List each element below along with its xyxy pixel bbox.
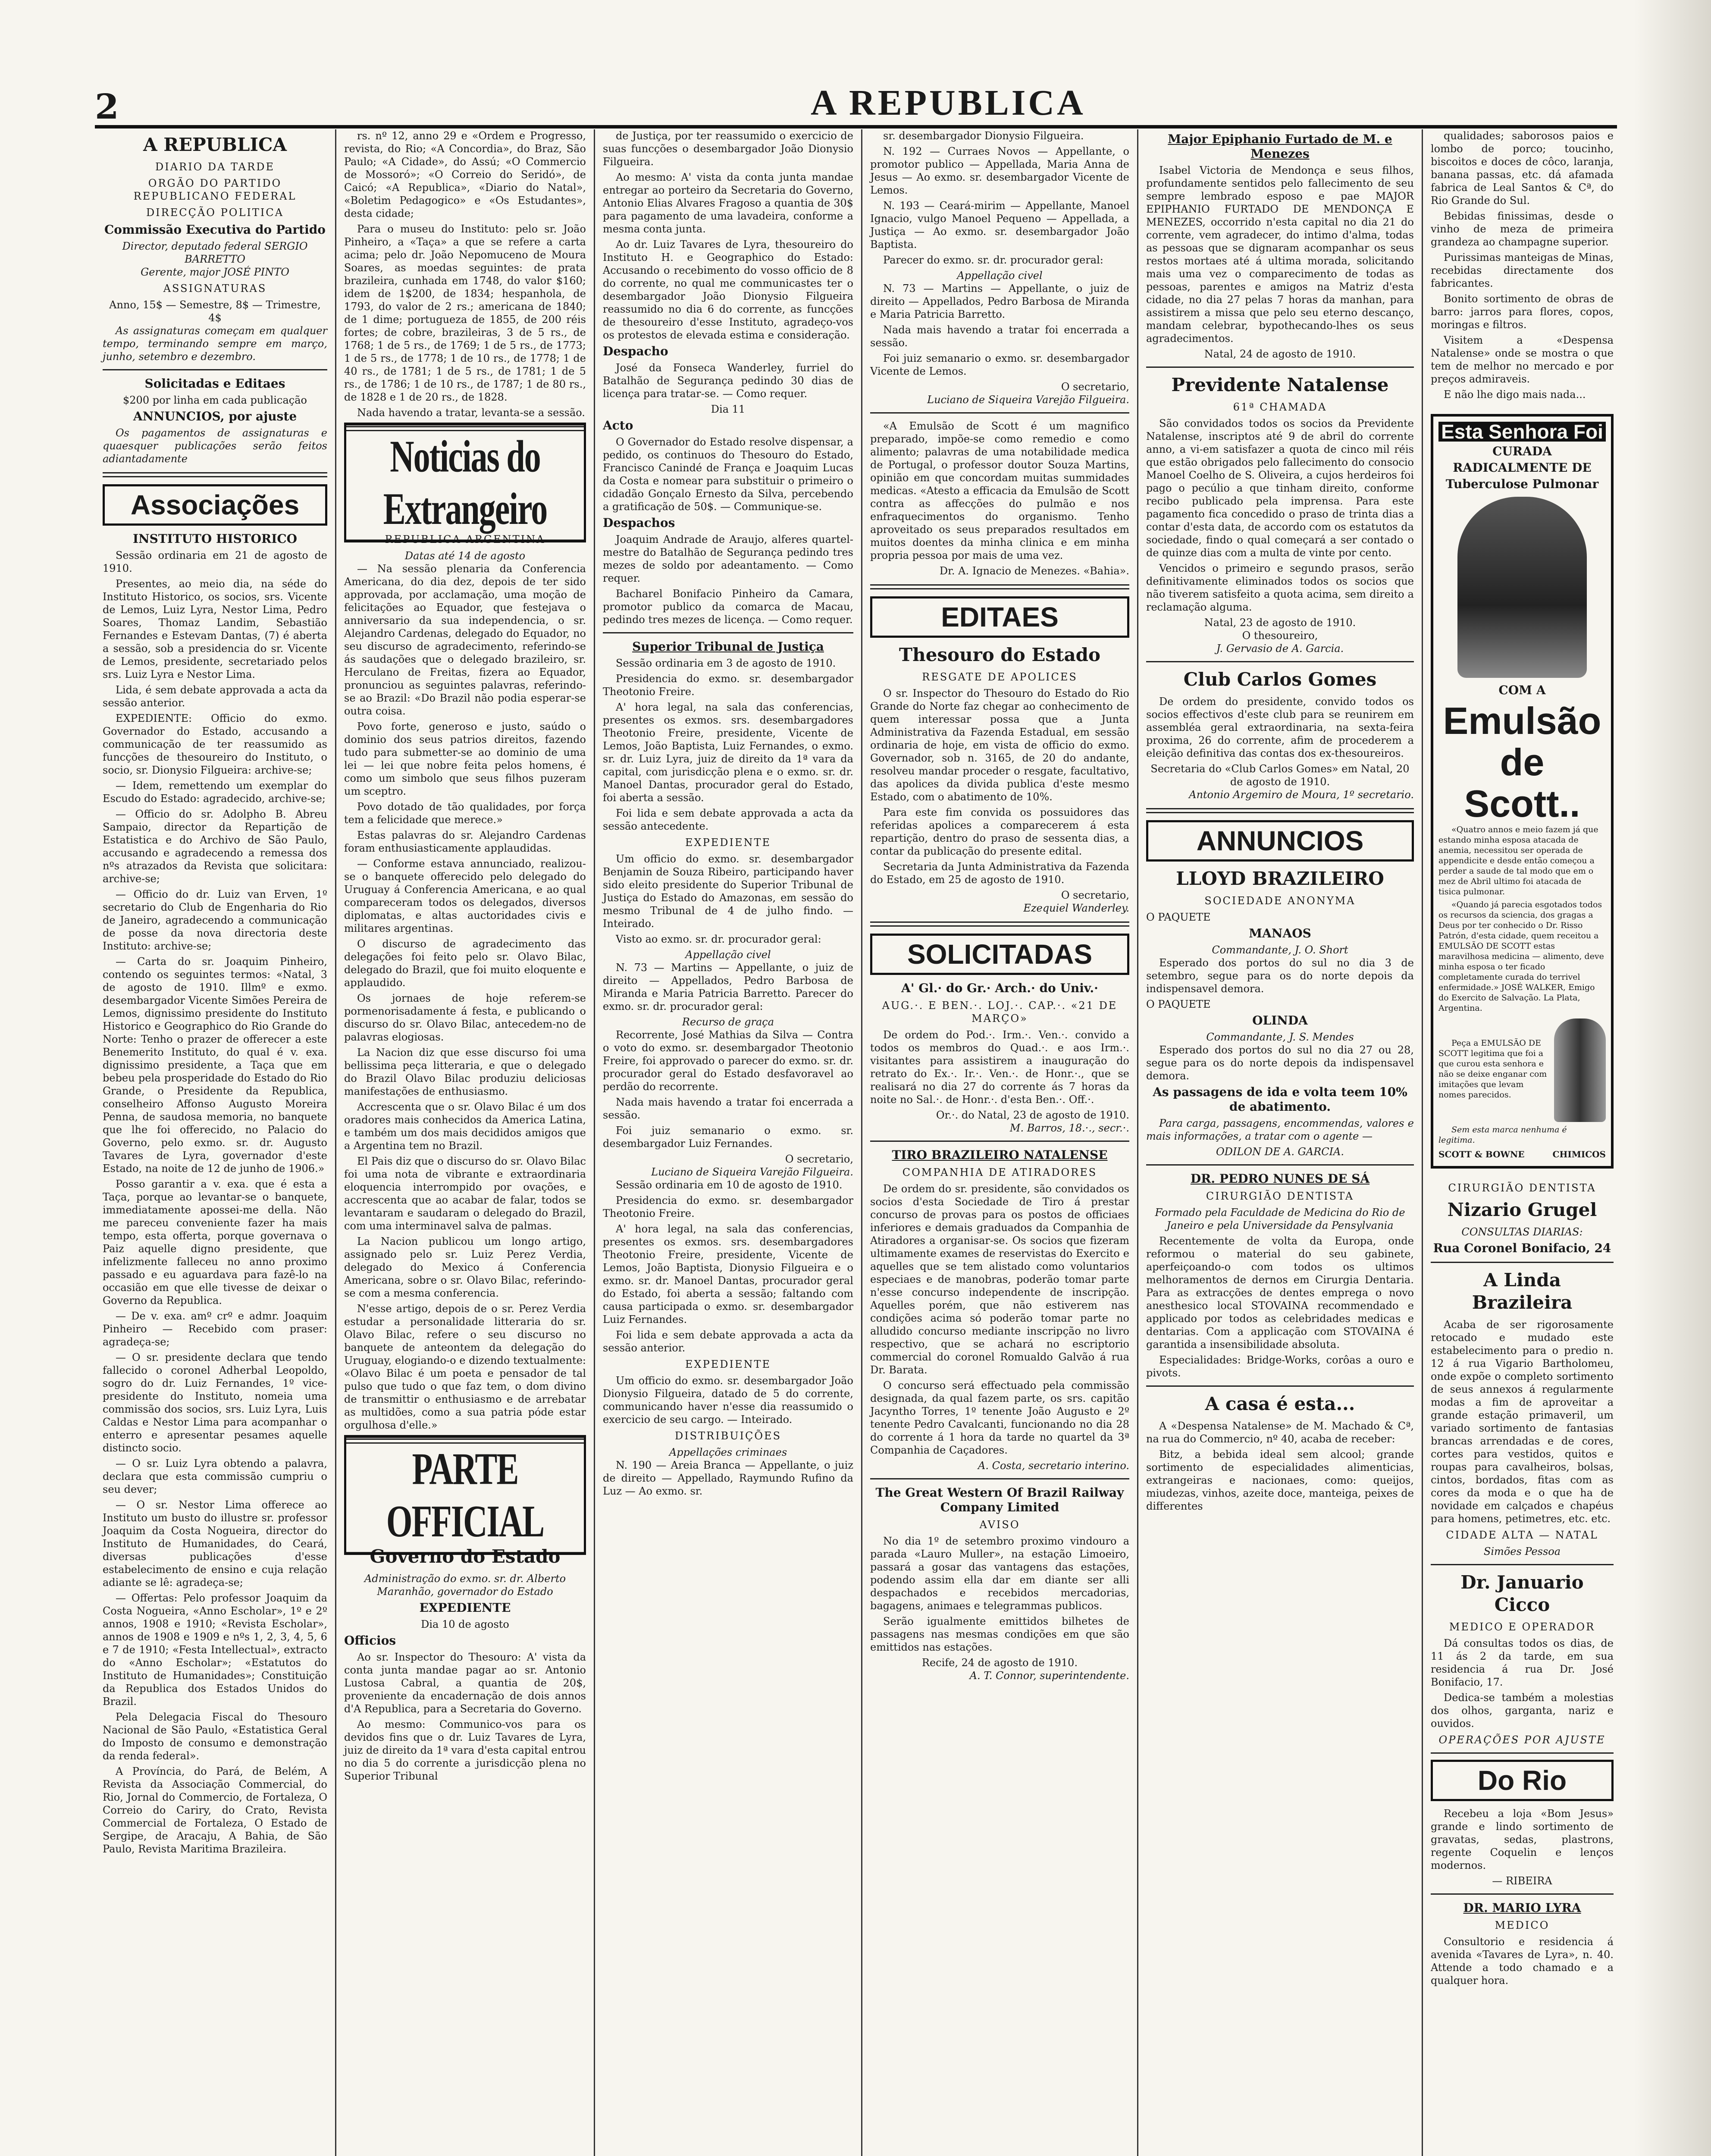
- appellacao-text: N. 73 — Martins — Appellante, o juiz de direito — Appellados, Pedro Barbosa de Miranda e Maria Patricia Barretto.: [870, 282, 1129, 320]
- acto-text: O Governador do Estado resolve dispensar, a pedido, os continuos do Thesouro do Estado, Francisco Canindé de França e Joaquim Lucas da Costa e nomear para substituir o primeiro o cidadão Gonçalo Ernesto da Silva, percebendo a gratificação de 50$. — Communique-se.: [603, 436, 853, 513]
- paquete-2-label: O PAQUETE: [1146, 998, 1211, 1010]
- paper-organ: ORGÃO DO PARTIDO REPUBLICANO FEDERAL: [133, 177, 297, 202]
- paper-name: A REPUBLICA: [143, 134, 287, 155]
- annuncios-note: Os pagamentos de assignaturas e quaesquer publicações serão feitos adiantadamente: [103, 427, 327, 465]
- paragraph: — Na sessão plenaria da Conferencia Americana, do dia dez, depois de ter sido approvada, por acclamação, uma moção de felicitações ao Equador, que festejava o anniversario da sua independencia, o sr. Alejandro Cardenas, delegado do Equador, no seu discurso de agradecimento, referindo-se ás saudações que o delegado brazileiro, sr. Herculano de Freitas, fizera ao Equador, pronunciou as seguintes palavras, referindo-se ao Brazil: «Do Brazil não podia esperar-se outra coisa.: [344, 563, 586, 717]
- rua-bonifacio: Rua Coronel Bonifacio, 24: [1433, 1241, 1611, 1255]
- appellacao-text-2: Nada mais havendo a tratar foi encerrada a sessão.: [870, 324, 1129, 349]
- obituary-heading: Major Epiphanio Furtado de M. e Menezes: [1168, 132, 1392, 161]
- expediente-heading: EXPEDIENTE: [419, 1601, 511, 1615]
- paragraph: — Officio do sr. Adolpho B. Abreu Sampaio, director da Repartição de Estatistica e do Archivo de São Paulo, accusando e agradecendo a remessa dos nºs atrazados da Revista que solicitara: archive-se;: [103, 808, 327, 885]
- do-rio-heading: Do Rio: [1431, 1760, 1614, 1801]
- paquete-2-text: Esperado dos portos do sul no dia 27 ou 28, segue para os do norte depois da indispensavel demora.: [1146, 1044, 1414, 1082]
- masthead: [95, 83, 1617, 128]
- distribuicoes-text: N. 190 — Areia Branca — Appellante, o juiz de direito — Appellado, Raymundo Rufino da Luz — Ao exmo. sr.: [603, 1459, 853, 1497]
- solicitadas-sub: A' Gl.· do Gr.· Arch.· do Univ.·: [901, 981, 1098, 995]
- paragraph: Ao mesmo: A' vista da conta junta mandae entregar ao porteiro da Secretaria do Governo, Antonio Elias Alvares Fragoso a quantia de 30$ para pagamento de uma lavadeira, conforme a mesma conta junta.: [603, 171, 853, 235]
- ad-footer-right: CHIMICOS: [1552, 1149, 1606, 1159]
- ad-scott: de Scott..: [1464, 741, 1580, 825]
- despacho-text: José da Fonseca Wanderley, furriel do Batalhão de Segurança pedindo 30 dias de licença para tratar-se. — Como requer.: [603, 362, 853, 400]
- recurso-heading: Recurso de graça: [682, 1016, 774, 1028]
- paquete-1-text: Esperado dos portos do sul no dia 3 de setembro, segue para os do norte depois da indispensavel demora.: [1146, 957, 1414, 995]
- column-4: [862, 129, 1138, 2156]
- despensa-text-6: E não lhe digo mais nada...: [1444, 389, 1586, 401]
- paragraph: Accrescenta que o sr. Olavo Bilac é um dos oradores mais conhecidos da America Latina, e também um dos mais decididos amigos que a Argentina tem no Brazil.: [344, 1101, 586, 1152]
- distribuicoes-heading: DISTRIBUIÇÕES: [674, 1430, 782, 1442]
- despachos-heading: Despachos: [603, 516, 675, 530]
- divider: [1431, 1564, 1614, 1565]
- divider: [1431, 1893, 1614, 1895]
- januario-sub: MEDICO E OPERADOR: [1449, 1621, 1595, 1633]
- recurso-text: Recorrente, José Mathias da Silva — Contra o voto do exmo. sr. desembargador Theotonio Freire, foi approvado o parecer do exmo. sr. dr. procurador geral do Estado desfavoravel ao perdão do recorrente.: [603, 1029, 853, 1093]
- paragraph: de Justiça, por ter reassumido o exercicio de suas funcções o desembargador João Dionysio Filgueira.: [603, 130, 853, 168]
- ad-bottom-row: [1438, 1016, 1606, 1125]
- aviso-heading: AVISO: [979, 1519, 1020, 1531]
- paragraph: Pela Delegacia Fiscal do Thesouro Nacional de São Paulo, «Estatistica Geral do Imposto de consumo e demonstração da renda federal».: [103, 1711, 327, 1762]
- paquete-1-label: O PAQUETE: [1146, 911, 1211, 923]
- ad-peca: Peça a EMULSÃO DE SCOTT legitima que foi a que curou esta senhora e não se deixe enganar com imitações que levam nomes parecidos.: [1438, 1038, 1547, 1100]
- despensa-text-4: Bonito sortimento de obras de barro: jarros para flores, copos, moringas e filtros.: [1431, 293, 1614, 331]
- divider: [1146, 367, 1414, 368]
- expediente-text: Um officio do exmo. sr. desembargador Benjamin de Souza Ribeiro, participando haver sido eleito presidente do Superior Tribunal de Justiça do Estado do Amazonas, em sessão do mesmo Tribunal de 4 de julho findo. — Inteirado.: [603, 853, 853, 930]
- carga-text: Para carga, passagens, encommendas, valores e mais informações, a tratar com o agente —: [1146, 1117, 1414, 1142]
- linda-heading: A Linda Brazileira: [1472, 1269, 1573, 1313]
- paragraph: A' hora legal, na sala das conferencias, presentes os exmos. srs. desembargadores Theotonio Freire, presidente, Vicente de Lemos, João Baptista, Dionysio Filgueira e o exmo. sr. dr. Manoel Dantas, procurador geral do Estado, foi aberta a sessão; faltando com causa participada o exmo. sr. desembargador Luiz Fernandes.: [603, 1223, 853, 1326]
- paragraph: — O sr. Luiz Lyra obtendo a palavra, declara que esta commissão cumpriu o seu dever;: [103, 1457, 327, 1495]
- appellacao-text: N. 73 — Martins — Appellante, o juiz de direito — Appellados, Pedro Barbosa de Miranda e Maria Patricia Barretto. Parecer do exmo. sr. dr. procurador geral:: [603, 962, 853, 1012]
- section-annuncios: ANNUNCIOS: [1146, 820, 1414, 862]
- ad-marca: Sem esta marca nenhuma é legitima.: [1438, 1125, 1567, 1145]
- resgate-text-2: Para este fim convida os possuidores das referidas apolices a comparecerem á esta repartição, dentro do praso de sessenta dias, a contar da publicação do presente edital.: [870, 806, 1129, 857]
- previdente-sec: O thesoureiro,: [1242, 630, 1318, 642]
- subscriptions-note: As assignaturas começam em qualquer tempo, terminando sempre em março, junho, setembro e dezembro.: [103, 325, 327, 363]
- paquete-1-name: MANAOS: [1249, 926, 1311, 940]
- paragraph: Sessão ordinaria em 3 de agosto de 1910.: [616, 657, 836, 669]
- solicitadas-text: De ordem do Pod.·. Irm.·. Ven.·. convido a todos os membros do Quad.·. e aos Irm.·. visitantes para assistirem a inauguração do retrato do Ex.·. Ir.·. Ven.·. de Honr.·., que se realisará no dia 27 do corrente ás 7 horas da noite no Sal.·. de Honr.·. d'esta Ben.·. Off.·.: [870, 1029, 1129, 1106]
- instituto-continued: [344, 129, 586, 419]
- ad-curada: CURADA: [1492, 444, 1552, 458]
- thesouro-heading: Thesouro do Estado: [899, 644, 1101, 665]
- distribuicoes-continued: [870, 129, 1129, 266]
- divider: [1431, 1752, 1614, 1754]
- sessao2-body: [603, 1194, 853, 1354]
- admin-line: Administração do exmo. sr. dr. Alberto Maranhão, governador do Estado: [364, 1573, 566, 1598]
- emulsao-signature: Dr. A. Ignacio de Menezes. «Bahia».: [939, 565, 1129, 577]
- paragraph: — Officio do dr. Luiz van Erven, 1º secretario do Club de Engenharia do Rio de Janeiro, agradecendo a communicação de posse da nova directoria deste Instituto: archive-se;: [103, 888, 327, 952]
- obituary-text: Isabel Victoria de Mendonça e seus filhos, profundamente sentidos pelo fallecimento de seu sempre lembrado esposo e pae MAJOR EPIPHANIO FURTADO DE MENDONÇA E MENEZES, occorrido n'esta capital no dia 21 do corrente, vem agradecer, do intimo d'alma, todas as pessoas que se dignaram acompanhar os seus restos mortaes até á ultima morada, solicitando mais uma vez o comparecimento de todas as pessoas, parentes e amigos na Matriz d'esta cidade, no dia 27 pelas 7 horas da manhan, para assistirem a missa que pelo seu eterno descanço, mandam celebrar, bypothecando-lhes os seus agradecimentos.: [1146, 164, 1414, 345]
- resgate-secretario: O secretario,: [1061, 889, 1129, 901]
- obituary-date: Natal, 24 de agosto de 1910.: [1204, 348, 1356, 360]
- instituto-body: [103, 549, 327, 1855]
- resgate-text: O sr. Inspector do Thesouro do Estado do Rio Grande do Norte faz chegar ao conhecimento de quem interessar possa que a Junta Administrativa da Fazenda Estadual, em sessão ordinaria de hoje, em vista de officio do exmo. Governador, sob n. 3165, de 20 do andante, resolveu mandar proceder o resgate, facultativo, das apolices da divida publica d'este mesmo Estado, com o abatimento de 10%.: [870, 687, 1129, 803]
- aviso-date: Recife, 24 de agosto de 1910.: [921, 1657, 1078, 1669]
- dia-11: Dia 11: [711, 403, 746, 415]
- paragraph: Para o museu do Instituto: pelo sr. João Pinheiro, a «Taça» a que se refere a carta acima; pelo dr. João Nepomuceno de Moura Soares, as moedas seguintes: de prata brazileira, cunhada em 1748, do valor $160; idem de 1$200, de 1834; hespanhola, de 1793, do valor de 2 rs.; americana de 1840; de 1 dime; portugueza de 1855, de 200 réis fortes; de cobre, brazileiras, 3 de 5 rs., de 1768; 1 de 5 rs., de 1769; 1 de 5 rs., de 1773; 1 de 5 rs., de 1778; 1 de 10 rs., de 1778; 1 de 40 rs., de 1781; 1 de 5 rs., de 1781; 1 de 5 rs., de 1786; 1 de 10 rs., de 1787; 1 de 80 rs., de 1828 e 1 de 20 rs., de 1828.: [344, 223, 586, 403]
- paragraph: Foi lida e sem debate approvada a acta da sessão antecedente.: [603, 807, 853, 832]
- paragraph: — O sr. presidente declara que tendo fallecido o coronel Adherbal Leopoldo, sogro do dr. Luiz Fernandes, 1º vice-presidente do Instituto, nomeia uma commissão dos socios, srs. Luiz Lyra, Luis Caldas e Nestor Lima para acompanhar o enterro e apresentar pesames aquelle distincto socio.: [103, 1351, 327, 1454]
- januario-text: Dá consultas todos os dias, de 11 ás 2 da tarde, em sua residencia á rua Dr. José Bonifacio, 17.: [1431, 1637, 1614, 1688]
- paper-direction: DIRECÇÃO POLITICA: [146, 207, 284, 219]
- page-edge-shadow: [1634, 0, 1711, 2156]
- tiro-text-2: O concurso será effectuado pela commissão designada, da qual fazem parte, os srs. capitão Jacyntho Torres, 1º tenente João Augusto e 2º tenente Pedro Cavalcanti, funcionando no dia 28 do corrente á 1 hora da tarde no quartel da 3ª Companhia de Caçadores.: [870, 1379, 1129, 1456]
- divider: [1146, 661, 1414, 662]
- divider: [1146, 1385, 1414, 1387]
- ad-footer: [1438, 1148, 1606, 1161]
- recurso-text-2: Nada mais havendo a tratar foi encerrada a sessão.: [603, 1096, 853, 1121]
- ad-emulsao: Emulsão: [1443, 699, 1601, 742]
- appellacao-text-3: Foi juiz semanario o exmo. sr. desembargador Vicente de Lemos.: [870, 352, 1129, 377]
- pedro-heading: DR. PEDRO NUNES DE SÁ: [1190, 1172, 1370, 1186]
- solicitadas-sub-2: AUG.·. E BEN.·. LOJ.·. CAP.·. «21 DE MARÇO»: [882, 1000, 1118, 1025]
- paquete-2-name: OLINDA: [1252, 1013, 1308, 1028]
- paragraph: La Nacion publicou um longo artigo, assignado pelo sr. Luiz Perez Verdia, delegado do Mexico á Conferencia Americana, sobre o sr. Olavo Bilac, referindo-se com a mesma conferencia.: [344, 1235, 586, 1299]
- expediente2-heading: EXPEDIENTE: [685, 1358, 771, 1370]
- paragraph: N. 192 — Curraes Novos — Appellante, o promotor publico — Appellada, Maria Anna de Jesus — Ao exmo. sr. desembargador Vicente de Lemos.: [870, 145, 1129, 196]
- paragraph: Parecer do exmo. sr. dr. procurador geral:: [883, 254, 1103, 266]
- dateline: Datas até 14 de agosto: [404, 550, 526, 562]
- paragraph: A' hora legal, na sala das conferencias, presentes os exmos. srs. desembargadores Theotonio Freire, presidente, Vicente de Lemos, João Baptista, Luiz Fernandes, o exmo. sr. dr. Luiz Lyra, juiz de direito da 1ª vara da capital, com jurisdicção plena e o exmo. sr. dr. Manoel Dantas, procurador geral do Estado, foi aberta a sessão.: [603, 701, 853, 804]
- secretario-label: O secretario,: [1061, 381, 1129, 393]
- expediente-date: Dia 10 de agosto: [421, 1618, 509, 1630]
- agente-name: ODILON DE A. GARCIA.: [1216, 1146, 1344, 1158]
- officios-heading: Officios: [344, 1633, 396, 1648]
- secretario-label: O secretario,: [785, 1153, 853, 1165]
- divider: [1146, 1164, 1414, 1166]
- subsection-instituto: INSTITUTO HISTORICO: [132, 532, 298, 546]
- paragraph: Sessão ordinaria em 21 de agosto de 1910.: [103, 549, 327, 574]
- subscriptions-title: ASSIGNATURAS: [163, 282, 267, 295]
- mario-heading: DR. MARIO LYRA: [1463, 1901, 1581, 1915]
- argentina-body: [344, 562, 586, 1432]
- pedro-text: Formado pela Faculdade de Medicina do Rio de Janeiro e pela Universidade da Pensylvania: [1155, 1206, 1405, 1232]
- paper-manager: Gerente, major JOSÉ PINTO: [141, 266, 289, 278]
- tribunal-heading: Superior Tribunal de Justiça: [632, 639, 824, 654]
- aviso-text: No dia 1º de setembro proximo vindouro a parada «Lauro Muller», na estação Limoeiro, passará a gosar das vantagens das estações, podendo assim ella dar em diante ser alli despachados e recebidos mercadorias, bagagens, animaes e telegrammas publicos.: [870, 1535, 1129, 1612]
- passagens-text: As passagens de ida e volta teem 10% de abatimento.: [1153, 1085, 1407, 1114]
- paragraph: La Nacion diz que esse discurso foi uma bellissima peça litteraria, e que o delegado do Brazil Olavo Bilac produziu deliciosas manifestações de enthusiasmo.: [344, 1047, 586, 1097]
- divider: [870, 1141, 1129, 1142]
- paragraph: Povo dotado de tão qualidades, por força tem a felicidade que merece.»: [344, 801, 586, 826]
- tiro-heading: TIRO BRAZILEIRO NATALENSE: [892, 1148, 1108, 1162]
- januario-text-2: Dedica-se também a molestias dos olhos, garganta, nariz e ouvidos.: [1431, 1692, 1614, 1730]
- paragraph: EXPEDIENTE: Officio do exmo. Governador do Estado, accusando a communicação de ter reassumido as funcções de thesoureiro do Instituto, o socio, sr. Dionysio Filgueira: archive-se;: [103, 712, 327, 776]
- expediente-text-2: Visto ao exmo. sr. dr. procurador geral:: [616, 933, 821, 945]
- officios-text: Ao sr. Inspector do Thesouro: A' vista da conta junta mandae pagar ao sr. Antonio Lustosa Cabral, a quantia de 20$, proveniente da encadernação de dois annos d'A Republica, para a Secretaria do Governo.: [344, 1651, 586, 1715]
- casa-heading: A casa é esta...: [1205, 1393, 1355, 1414]
- club-text: De ordem do presidente, convido todos os socios effectivos d'este club para se reunirem em assembléa geral extraordinaria, na sexta-feira proxima, 26 do corrente, afim de procederem a eleição definitiva das contas dos ex-thesoureiros.: [1146, 696, 1414, 759]
- resgate-heading: RESGATE DE APOLICES: [922, 671, 1078, 683]
- paragraph: Foi lida e sem debate approvada a acta da sessão anterior.: [603, 1329, 853, 1354]
- paper-title: A REPUBLICA: [811, 83, 1086, 123]
- section-editaes: EDITAES: [870, 596, 1129, 638]
- ad-footer-left: SCOTT & BOWNE: [1438, 1149, 1525, 1159]
- divider: [1146, 808, 1414, 813]
- despensa-text: qualidades; saborosos paios e lombo de porco; toucinho, biscoitos e doces de côco, laranja, banana passas, etc. dá afamada fabrica de Leal Santos & Cª, do Rio Grande do Sul.: [1431, 130, 1614, 207]
- divider: [870, 584, 1129, 589]
- paragraph: Ao dr. Luiz Tavares de Lyra, thesoureiro do Instituto H. e Geographico do Estado: Accusando o recebimento do vosso officio de 8 do corrente, no qual me communicastes ter o desembargador João Dionysio Filgueira reassumido no dia 6 do corrente, as funcções de thesoureiro d'esse Instituto, agradeço-vos os protestos de elevada estima e consideração.: [603, 238, 853, 341]
- aviso-text-2: Serão igualmente emittidos bilhetes de passagens nas mesmas condições em que são emittidos nas estações.: [870, 1615, 1129, 1653]
- appellacao-heading: Appellação civel: [957, 270, 1043, 282]
- section-associacoes: Associações: [103, 484, 327, 526]
- sessao2-heading: Sessão ordinaria em 10 de agosto de 1910.: [616, 1179, 843, 1191]
- great-western-heading: The Great Western Of Brazil Railway Company Limited: [875, 1485, 1124, 1514]
- divider: [603, 632, 853, 633]
- ad-tuberculose: Tuberculose Pulmonar: [1445, 477, 1599, 491]
- paragraph: — De v. exa. amº crº e admr. Joaquim Pinheiro — Recebido com praser: agradeça-se;: [103, 1310, 327, 1348]
- tiro-sub: COMPANHIA DE ATIRADORES: [902, 1166, 1097, 1178]
- paragraph: — Carta do sr. Joaquim Pinheiro, contendo os seguintes termos: «Natal, 3 de agosto de 1910. Illmº e exmo. desembargador Vicente Simões Pereira de Lemos, dignissimo presidente do Instituto Historico e Geographico do Rio Grande do Norte: Tenho o prazer de offerecer a este Benemerito Instituto, do qual é v. exa. dignissimo presidente, a Taça que em bebeu pela prosperidade do Estado do Rio Grande, o Presidente da Republica, conselheiro Affonso Augusto Moreira Penna, de saudosa memoria, no banquete que lhe foi offerecido, no Palacio do Governo, pelo exmo. sr. dr. Augusto Tavares de Lyra, governador d'este Estado, na noite de 12 de junho de 1906.»: [103, 956, 327, 1175]
- previdente-heading: Previdente Natalense: [1171, 374, 1389, 395]
- club-name: Antonio Argemiro de Moura, 1º secretario.: [1189, 789, 1414, 801]
- column-5: [1138, 129, 1423, 2156]
- woman-portrait-image: [1457, 497, 1587, 678]
- tiro-text: De ordem do sr. presidente, são convidados os socios d'esta Sociedade de Tiro á prestar concurso de provas para os postos de officiaes inferiores e demais graduados da Companhia de Atiradores a organisar-se. Os socios que fizeram ultimamente exames de reservistas do Exercito e aquelles que se tem alistado como voluntarios especiaes e de manobras, poderão tomar parte n'esse concurso independente de inscripção. Aquelles porém, que não estiverem nas condições acima só poderão tomar parte no alludido concurso mediante inscripção no livro respectivo, que se achará no escriptorio commercial do coronel Romualdo Galvão á rua Dr. Barata.: [870, 1183, 1129, 1376]
- paper-daily: DIARIO DA TARDE: [155, 161, 275, 173]
- solicitadas-name: M. Barros, 18.·., secr.·.: [1009, 1122, 1129, 1134]
- casa-text-2: Bitz, a bebida ideal sem alcool; grande sortimento de especialidades alimenticias, extrangeiras e nacionaes, como: queijos, miudezas, vinhos, azeite doce, manteiga, peixes de differentes: [1146, 1448, 1414, 1512]
- divider: [870, 1478, 1129, 1479]
- column-1: [95, 129, 336, 2156]
- previdente-text-2: Vencidos o primeiro e segundo prasos, serão definitivamente eliminados todos os socios que não tiverem satisfeito a quota acima, sem direito a reclamação alguma.: [1146, 562, 1414, 613]
- januario-heading: Dr. Januario Cicco: [1460, 1572, 1584, 1615]
- pedro-sub: CIRURGIÃO DENTISTA: [1206, 1190, 1354, 1202]
- ad-title: Esta Senhora Foi: [1438, 422, 1606, 442]
- ad-radical: RADICALMENTE DE: [1453, 461, 1592, 475]
- paquete-1-cmd: Commandante, J. O. Short: [1212, 944, 1348, 956]
- subsection-argentina: REPUBLICA ARGENTINA: [385, 533, 545, 545]
- recurso-text-3: Foi juiz semanario o exmo. sr. desembargador Luiz Fernandes.: [603, 1125, 853, 1150]
- paragraph: rs. nº 12, anno 29 e «Ordem e Progresso, revista, do Rio; «A Concordia», do Braz, São Paulo; «A Cidade», do Assú; «O Commercio de Mossoró»; «O Correio do Seridó», de Caicó; «A Republica», «Diario do Natal», «Boletim Pedagogico» e «Os Estudantes», desta cidade;: [344, 130, 586, 219]
- emulsao-scott-ad: [1431, 414, 1614, 1169]
- pedro-text-2: Recentemente de volta da Europa, onde reformou o material do seu gabinete, aperfeiçoando-o com todos os ultimos melhoramentos de dernos em Cirurgia Dentaria. Para as extracções de dentes emprega o novo anesthesico local STOVAINA recommendado e applicado por todos as celebridades medicas e dentarias. Com a applicação com STOVAINA é garantida a insensibilidade absoluta.: [1146, 1235, 1414, 1351]
- previdente-sub: 61ª CHAMADA: [1233, 401, 1327, 413]
- divider: [103, 472, 327, 477]
- paragraph: Os jornaes de hoje referem-se pormenorisadamente á festa, e publicando o discurso do sr. Olavo Bilac, antecedem-no de palavras elogiosas.: [344, 992, 586, 1043]
- despachos-text: Joaquim Andrade de Araujo, alferes quartel-mestre do Batalhão de Segurança pedindo tres mezes de soldo por adeantamento. — Como requer.: [603, 533, 853, 584]
- tiro-signature: A. Costa, secretario interino.: [978, 1460, 1129, 1472]
- divider: [103, 369, 327, 370]
- paragraph: — Conforme estava annunciado, realizou-se o banquete offerecido pelo delegado do Uruguay á Conferencia Americana, e ao qual compareceram todos os delegados, diversos diplomatas, e altas auctoridades civis e militares argentinas.: [344, 858, 586, 934]
- linda-text: Acaba de ser rigorosamente retocado e mudado este estabelecimento para o predio n. 12 á rua Vigario Bartholomeu, onde expõe o completo sortimento de seus annexos á regularmente modas a fim de aproveitar a grande estação primaveril, um variado sortimento de fantasias brancas arrendadas e de cores, cortes para vestidos, quitos e roupas para cavalheiros, bolsas, cintos, bordados, fitas com as cores da moda e o que ha de novidade em calçados e chapéus para homens, petimetres, etc. etc.: [1431, 1319, 1614, 1525]
- governo-heading: Governo do Estado: [370, 1546, 561, 1567]
- section-parte-official: PARTE OFFICIAL: [344, 1435, 586, 1555]
- emulsao-testimonial: «A Emulsão de Scott é um magnifico preparado, impõe-se como remedio e como alimento; palavras de uma notabilidade medica de Portugal, o professor doutor Souza Martins, opinião em que concordam muitas summidades medicas. «Atesto a efficacia da Emulsão de Scott contra as affecções do pulmão e nos enfraquecimentos do organismo. Tenho aproveitado os seus preparados resultados em muitos doentes da minha clinica e em minha propria pessoa por mais de uma vez.: [870, 420, 1129, 561]
- cirurgiao-heading: CIRURGIÃO DENTISTA: [1448, 1182, 1596, 1194]
- paragraph: N. 193 — Ceará-mirim — Appellante, Manoel Ignacio, vulgo Manoel Pequeno — Appellada, a Justiça — Ao exmo. sr. desembargador João Baptista.: [870, 200, 1129, 251]
- expediente2-text: Um officio do exmo. sr. desembargador João Dionysio Filgueira, datado de 5 do corrente, communicando haver n'esse dia reassumido o exercicio de seu cargo. — Inteirado.: [603, 1375, 853, 1426]
- paragraph: N'esse artigo, depois de o sr. Perez Verdia estudar a personalidade litteraria do sr. Olavo Bilac, refere o seu discurso no banquete de anteontem da delegação do Uruguay, elogiando-o e dizendo textualmente: «Olavo Bilac é um poeta e pensador de tal pulso que tudo o que faz tem, o dom divino de transmittir o enthusiasmo e de arrebatar as multidões, como a sua patria póde estar orgulhosa d'elle.»: [344, 1303, 586, 1431]
- ad-com: COM A: [1498, 683, 1546, 697]
- paper-director: Director, deputado federal SERGIO BARRETTO: [122, 240, 308, 265]
- casa-text: A «Despensa Natalense» de M. Machado & Cª, na rua do Commercio, nº 40, acaba de receber:: [1146, 1420, 1414, 1445]
- ad-quote: «Quatro annos e meio fazem já que estando minha esposa atacada de anemia, necessitou ser operada de appendicite e desde então começou a perder a saude de tal modo que em o mez de Abril ultimo foi atacada de tisica pulmonar.: [1438, 825, 1598, 896]
- despensa-text-5: Visitem a «Despensa Natalense» onde se mostra o que tem de melhor no mercado e por preços admiraveis.: [1431, 334, 1614, 385]
- officios-text-2: Ao mesmo: Communico-vos para os devidos fins que o dr. Luiz Tavares de Lyra, juiz de direito da 1ª vara d'esta capital entrou no dia 5 do corrente a jurisdicção plena no Superior Tribunal: [344, 1718, 586, 1782]
- mario-sub: MEDICO: [1495, 1919, 1550, 1931]
- despensa-text-3: Purissimas manteigas de Minas, recebidas directamente dos fabricantes.: [1431, 251, 1614, 289]
- despensa-text-2: Bebidas finissimas, desde o vinho de meza de primeira grandeza ao champagne superior.: [1431, 210, 1614, 248]
- appellacao-heading: Appellação civel: [685, 949, 771, 961]
- cidade-heading: CIDADE ALTA — NATAL: [1446, 1529, 1598, 1541]
- divider: [870, 412, 1129, 414]
- subscriptions-prices: Anno, 15$ — Semestre, 8$ — Trimestre, 4$: [109, 299, 321, 324]
- cidade-sub: Simões Pessoa: [1483, 1545, 1561, 1557]
- paragraph: Posso garantir a v. exa. que é esta a Taça, porque ao levantar-se o banquete, immediatamente apossei-me della. Não me pareceu conveniente fazer ha mais tempo, esta offerta, porque governava o Paiz aquelle digno presidente, que infelizmente falleceu no anno proximo passado e eu aguardava para fazê-lo na occasião em que elle tivesse de deixar o Governo da Republica.: [103, 1178, 327, 1307]
- paragraph: Nada havendo a tratar, levanta-se a sessão.: [357, 407, 585, 419]
- paragraph: — Offertas: Pelo professor Joaquim da Costa Nogueira, «Anno Escholar», 1º e 2º annos, 1908 e 1910; «Revista Escholar», annos de 1908 e 1909 e nºs 1, 2, 3, 4, 5, 6 e 7 de 1910; «Festa Intellectual», extracto do «Anno Escholar»; «Estatutos do Instituto de Humanidades»; Constituição da Republica dos Estados Unidos do Brazil.: [103, 1592, 327, 1708]
- resgate-text-3: Secretaria da Junta Administrativa da Fazenda do Estado, em 25 de agosto de 1910.: [870, 861, 1129, 886]
- tribunal-body: [603, 657, 853, 833]
- resgate-name: Ezequiel Wanderley.: [1023, 902, 1129, 914]
- annuncios-heading: ANNUNCIOS, por ajuste: [133, 409, 297, 423]
- pedro-text-3: Especialidades: Bridge-Works, corôas a ouro e pivots.: [1146, 1354, 1414, 1379]
- aviso-signature: A. T. Connor, superintendente.: [969, 1670, 1129, 1682]
- column-3: [595, 129, 862, 2156]
- section-noticias-extrangeiro: Noticias do Extrangeiro: [344, 423, 586, 542]
- paragraph: A Província, do Pará, de Belém, A Revista da Associação Commercial, do Rio, Jornal do Commercio, de Fortaleza, O Correio do Cariry, do Crato, Revista Commercial de Fortaleza, O Estado de Sergipe, de Aracaju, A Bahia, de São Paulo, Revista Maritima Brazileira.: [103, 1765, 327, 1855]
- previdente-text: São convidados todos os socios da Previdente Natalense, inscriptos até 9 de abril do corrente anno, a vi-em satisfazer a quota de cinco mil réis que estão obrigados pelo fallecimento do consocio Manoel Coelho de S. Oliveira, a cujos herdeiros foi pago o pecúlio a que tinham direito, conforme recibo publicado pela imprensa. Para este pagamento fica concedido o praso de trinta dias a contar d'esta data, de accordo com os estatutos da sociedade, findo o qual começará a ser contado o de quinze dias com a multa de vinte por cento.: [1146, 417, 1414, 559]
- divider: [1431, 1262, 1614, 1263]
- paragraph: sr. desembargador Dionysio Filgueira.: [883, 130, 1084, 142]
- club-date: Secretaria do «Club Carlos Gomes» em Natal, 20 de agosto de 1910.: [1150, 763, 1410, 788]
- mario-text: Consultorio e residencia á avenida «Tavares de Lyra», n. 40. Attende a todo chamado e a qualquer hora.: [1431, 1936, 1614, 1987]
- officios-continued: [603, 129, 853, 342]
- paragraph: El Pais diz que o discurso do sr. Olavo Bilac foi uma nota de vibrante e extraordinaria eloquencia interrompido por ovações, e accrescenta que ao acabar de falar, todos se levantaram e saudaram o delegado do Brazil, com uma interminavel salva de palmas.: [344, 1155, 586, 1232]
- page-number: 2: [95, 86, 119, 127]
- solicitadas-heading: Solicitadas e Editaes: [144, 376, 285, 391]
- paragraph: — Idem, remettendo um exemplar do Escudo do Estado: agradecido, archive-se;: [103, 780, 327, 805]
- paquete-2-cmd: Commandante, J. S. Mendes: [1206, 1031, 1354, 1043]
- paper-committee: Commissão Executiva do Partido: [104, 222, 326, 237]
- acto-heading: Acto: [603, 418, 633, 432]
- solicitadas-price: $200 por linha em cada publicação: [123, 394, 307, 406]
- divider: [870, 921, 1129, 927]
- paragraph: O discurso de agradecimento das delegações foi feito pelo sr. Olavo Bilac, delegado do Brazil, que foi muito eloquente e applaudido.: [344, 938, 586, 989]
- ribeira: — RIBEIRA: [1492, 1875, 1552, 1887]
- lloyd-heading: LLOYD BRAZILEIRO: [1176, 868, 1384, 889]
- paragraph: Lida, é sem debate approvada a acta da sessão anterior.: [103, 684, 327, 709]
- lloyd-sub: SOCIEDADE ANONYMA: [1204, 895, 1356, 907]
- secretario-name: Luciano de Siqueira Varejão Filgueira.: [927, 394, 1129, 406]
- previdente-date: Natal, 23 de agosto de 1910.: [1204, 617, 1356, 629]
- previdente-name: J. Gervasio de A. Garcia.: [1216, 642, 1344, 655]
- nizario-heading: Nizario Grugel: [1447, 1199, 1597, 1220]
- solicitadas-date: Or.·. do Natal, 23 de agosto de 1910.: [936, 1109, 1129, 1121]
- paragraph: Presidencia do exmo. sr. desembargador Theotonio Freire.: [603, 1194, 853, 1219]
- paragraph: Estas palavras do sr. Alejandro Cardenas foram enthusiasticamente applaudidas.: [344, 829, 586, 854]
- section-solicitadas: SOLICITADAS: [870, 934, 1129, 975]
- rio-text: Recebeu a loja «Bom Jesus» grande e lindo sortimento de gravatas, sedas, plastrons, regente Coquelin e lenços modernos.: [1431, 1808, 1614, 1871]
- consultas: CONSULTAS DIARIAS:: [1461, 1226, 1583, 1238]
- operacoes: OPERAÇÕES POR AJUSTE: [1438, 1734, 1606, 1746]
- column-6: [1423, 129, 1621, 2156]
- club-heading: Club Carlos Gomes: [1183, 669, 1377, 690]
- fisherman-trademark-image: [1554, 1018, 1606, 1122]
- column-2: [336, 129, 595, 2156]
- despacho-heading: Despacho: [603, 344, 668, 358]
- secretario-name: Luciano de Siqueira Varejão Filgueira.: [651, 1166, 853, 1178]
- paragraph: Povo forte, generoso e justo, saúdo o dominio dos seus patrios direitos, fazendo tudo para submetter-se ao dominio de uma lei — lei que nobre feita pelos homens, é como um simbolo que seus filhos puzeram um sceptro.: [344, 721, 586, 797]
- expediente-heading: EXPEDIENTE: [685, 837, 771, 849]
- despachos-text-2: Bacharel Bonifacio Pinheiro da Camara, promotor publico da comarca de Macau, pedindo tres mezes de licença. — Como requer.: [603, 588, 853, 626]
- distribuicoes-sub: Appellações criminaes: [669, 1446, 787, 1458]
- ad-quote-2: «Quando já parecia esgotados todos os recursos da sciencia, dos gragas a Deus por ter conhecido o Dr. Risso Patrón, d'esta cidade, quem receitou a EMULSÃO DE SCOTT estas maravilhosa medicina — alimento, deve minha esposa o ter ficado completamente curada do terrivel enfermidade.» JOSÉ WALKER, Emigo do Exercito de Salvação. La Plata, Argentina.: [1438, 900, 1604, 1013]
- paragraph: — O sr. Nestor Lima offerece ao Instituto um busto do illustre sr. professor Joaquim da Costa Nogueira, director do Instituto de Humanidades, do Ceará, diversas publicações d'esse estabelecimento de ensino e cuja relação adiante se lê: agradeça-se;: [103, 1499, 327, 1589]
- paragraph: Presentes, ao meio dia, na séde do Instituto Historico, os socios, srs. Vicente de Lemos, Luiz Lyra, Nestor Lima, Pedro Soares, Thomaz Landim, Sebastião Fernandes e Estevam Dantas, (7) é aberta a sessão, sob a presidencia do sr. Vicente de Lemos, presidente, secretariado pelos srs. Luiz Lyra e Nestor Lima.: [103, 578, 327, 680]
- paragraph: Presidencia do exmo. sr. desembargador Theotonio Freire.: [603, 673, 853, 698]
